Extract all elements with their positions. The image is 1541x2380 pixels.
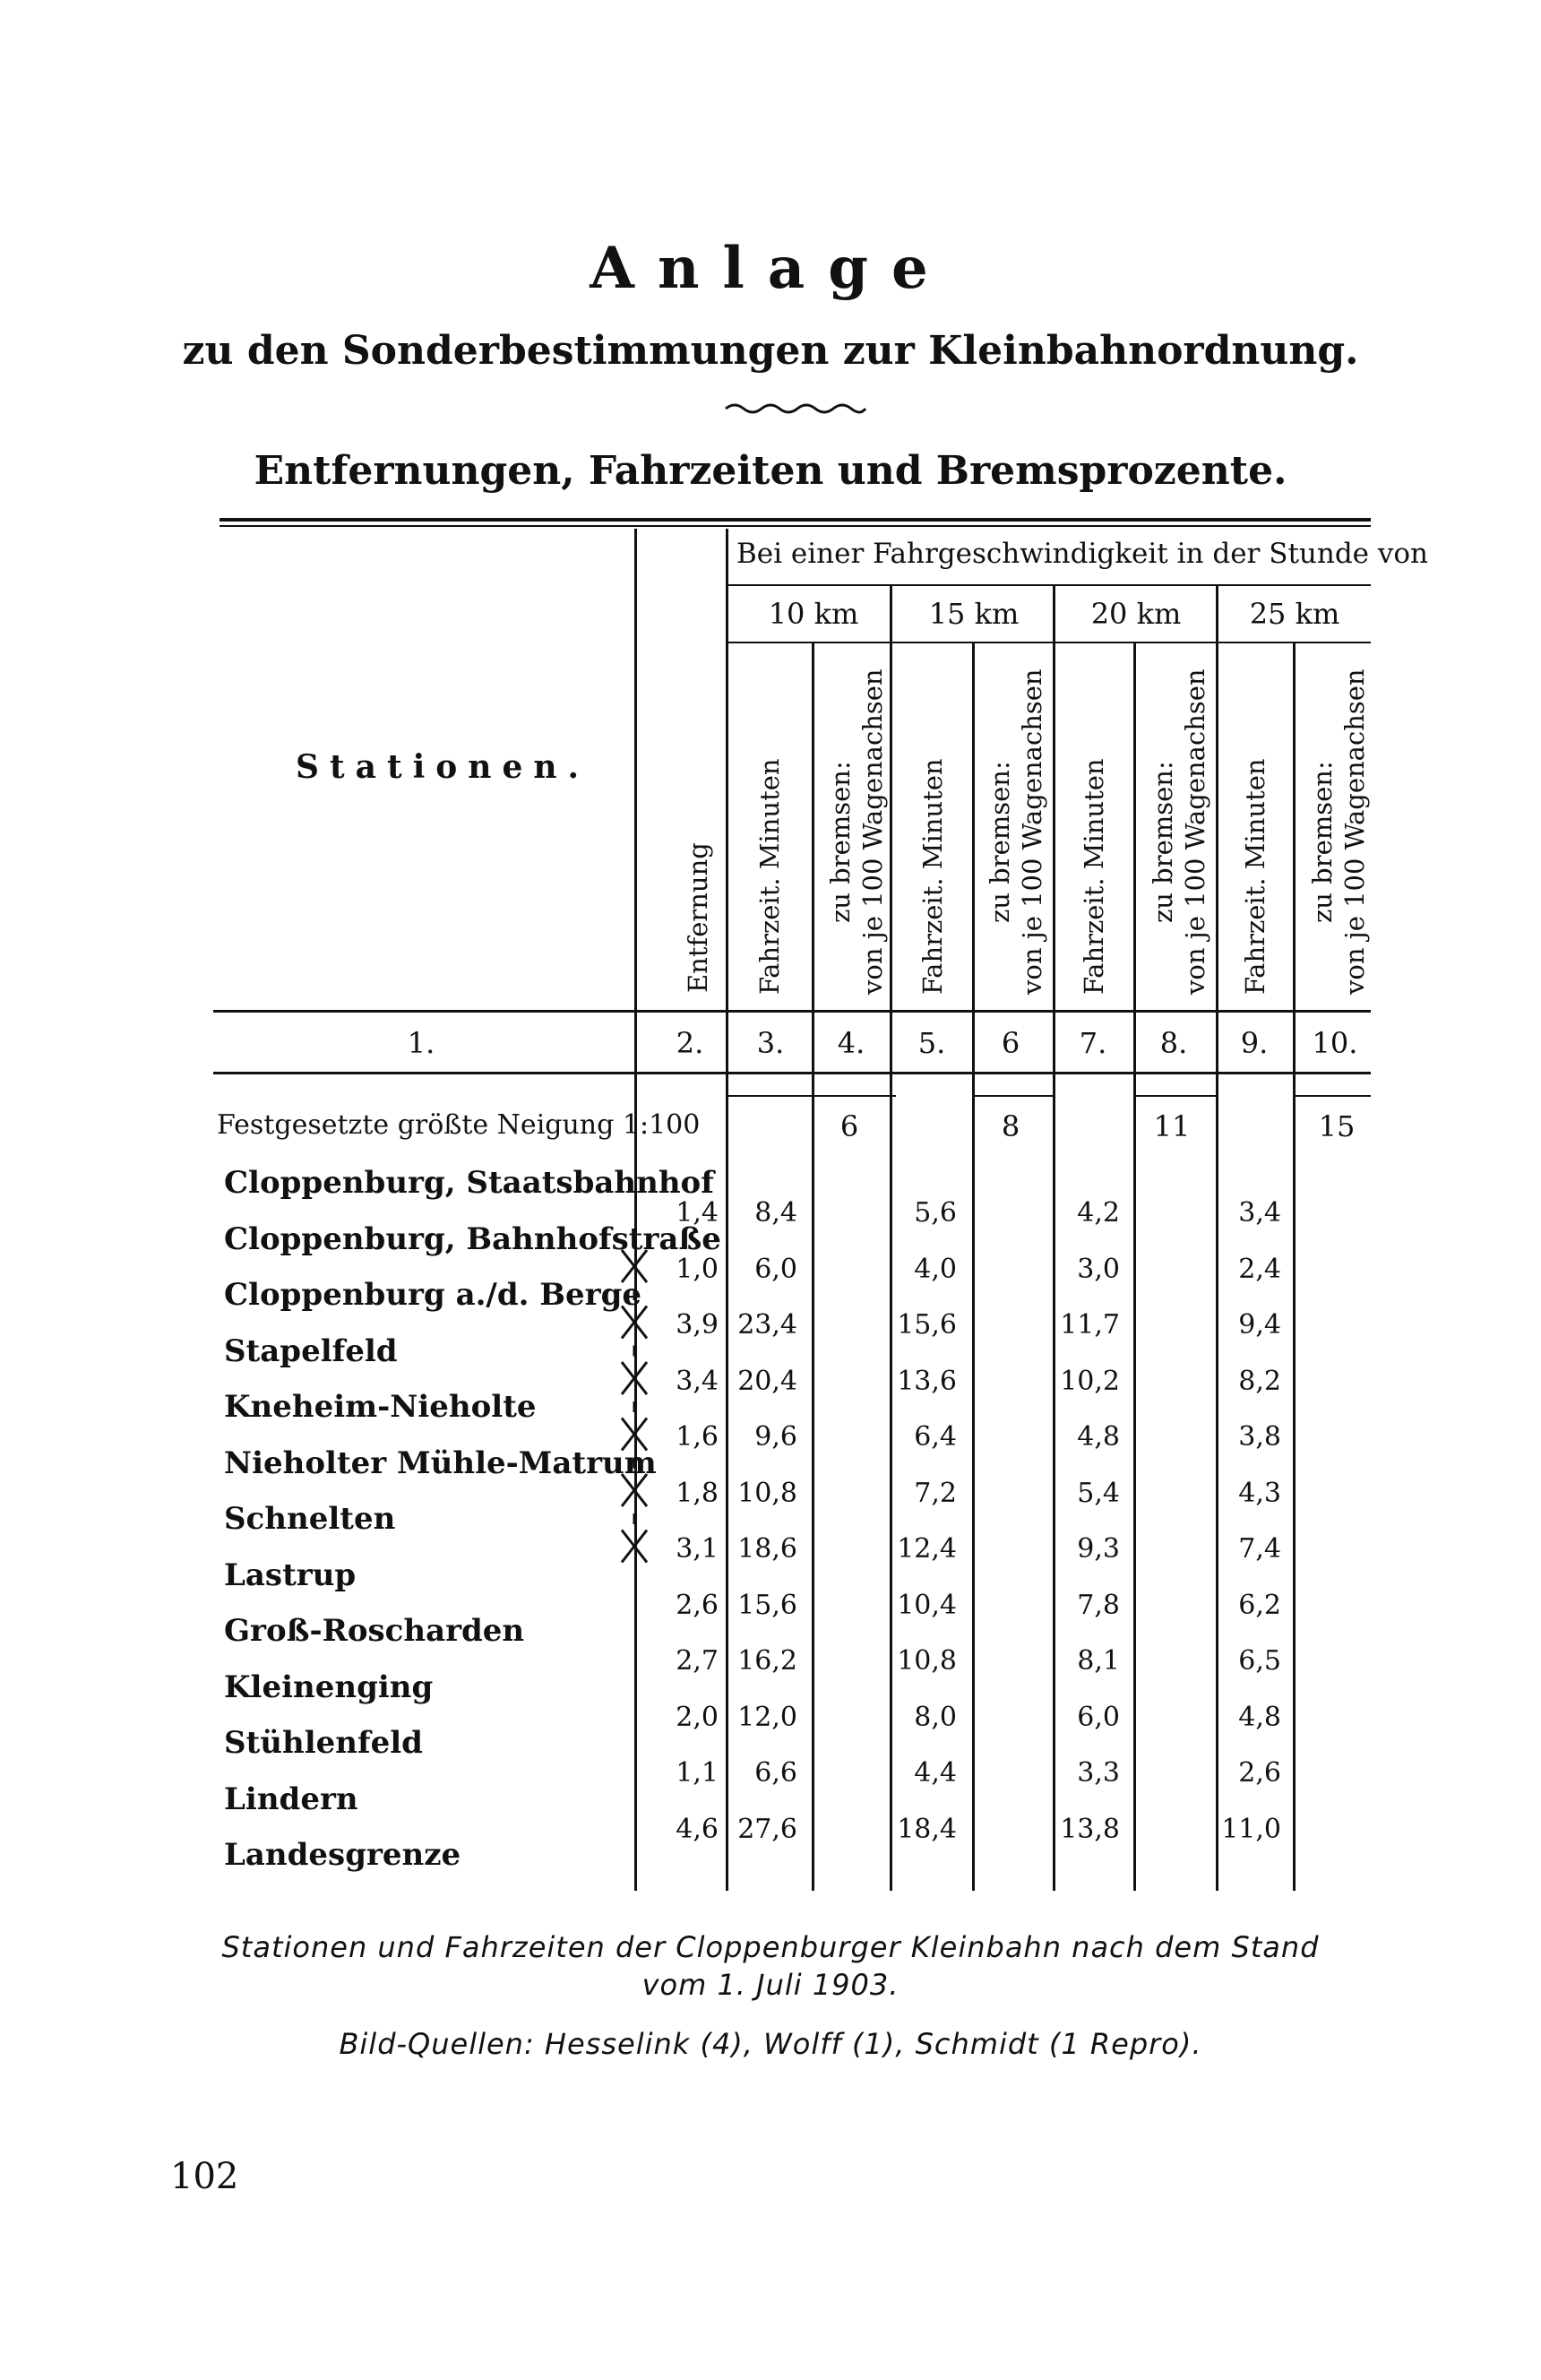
station-name: Groß-Roscharden	[224, 1613, 525, 1649]
brake-value-25: 15	[1318, 1109, 1356, 1143]
value-t15: 8,0	[914, 1701, 957, 1733]
value-dist: 3,4	[676, 1365, 719, 1397]
value-dist: 2,7	[676, 1645, 719, 1677]
value-t10: 10,8	[737, 1477, 797, 1509]
image-sources: Bild-Quellen: Hesselink (4), Wolff (1), Schmidt (1 Repro).	[339, 2027, 1202, 2061]
value-t25: 9,4	[1238, 1309, 1281, 1341]
value-t20: 5,4	[1077, 1477, 1120, 1509]
value-dist: 3,1	[676, 1533, 719, 1565]
brake-header-10-line2: von je 100 Wagenachsen	[857, 668, 888, 995]
vline-stations	[634, 529, 637, 1891]
value-t15: 6,4	[914, 1421, 957, 1453]
speed-header-rule	[727, 584, 1371, 586]
station-name: Nieholter Mühle-Matrum	[224, 1444, 657, 1481]
value-t20: 11,7	[1060, 1309, 1120, 1341]
value-t15: 4,0	[914, 1253, 957, 1285]
value-t10: 6,6	[754, 1757, 797, 1789]
brake-header-20	[1147, 668, 1211, 995]
value-t10: 23,4	[737, 1309, 797, 1341]
value-t15: 13,6	[897, 1365, 957, 1397]
brake-value-20: 11	[1153, 1109, 1191, 1143]
speed-20: 20 km	[1090, 597, 1182, 631]
vline-20-brake	[1133, 643, 1136, 1891]
value-t25: 11,0	[1221, 1813, 1281, 1845]
value-t10: 20,4	[737, 1365, 797, 1397]
brake-header-25	[1306, 668, 1371, 995]
speed-25: 25 km	[1249, 597, 1340, 631]
value-t25: 2,6	[1238, 1757, 1281, 1789]
speed-header: Bei einer Fahrgeschwindigkeit in der Stunde von	[736, 538, 1429, 570]
value-t10: 12,0	[737, 1701, 797, 1733]
station-name: Landesgrenze	[224, 1837, 461, 1873]
colnum-9: 9.	[1240, 1026, 1269, 1060]
brake-header-25-line2: von je 100 Wagenachsen	[1339, 668, 1370, 995]
station-name: Stapelfeld	[224, 1332, 398, 1369]
gradient-row-box-20	[1133, 1095, 1216, 1097]
cross-marker	[622, 1419, 647, 1469]
brake-header-20-line1: zu bremsen:	[1148, 761, 1178, 923]
station-name: Cloppenburg, Bahnhofstraße	[224, 1220, 721, 1257]
value-t25: 6,5	[1238, 1645, 1281, 1677]
station-name: Schnelten	[224, 1501, 396, 1537]
brake-header-15-line2: von je 100 Wagenachsen	[1017, 668, 1047, 995]
value-dist: 2,0	[676, 1701, 719, 1733]
gradient-row-box-15	[972, 1095, 1053, 1097]
colnum-3: 3.	[756, 1026, 785, 1060]
value-dist: 1,8	[676, 1477, 719, 1509]
colnum-2: 2.	[676, 1026, 704, 1060]
value-t10: 6,0	[754, 1253, 797, 1285]
page-subtitle: zu den Sonderbestimmungen zur Kleinbahnordnung.	[182, 328, 1359, 374]
value-t20: 9,3	[1077, 1533, 1120, 1565]
vline-distance	[726, 529, 728, 1891]
value-t20: 6,0	[1077, 1701, 1120, 1733]
value-dist: 1,6	[676, 1421, 719, 1453]
cross-marker	[622, 1362, 647, 1412]
value-dist: 2,6	[676, 1589, 719, 1621]
vline-25-brake	[1293, 643, 1296, 1891]
value-t20: 8,1	[1077, 1645, 1120, 1677]
value-t15: 7,2	[914, 1477, 957, 1509]
caption-line-1: Stationen und Fahrzeiten der Cloppenburger Kleinbahn nach dem Stand	[221, 1930, 1320, 1964]
value-t10: 8,4	[754, 1197, 797, 1229]
time-header-15: Fahrzeit. Minuten	[917, 758, 948, 995]
value-t20: 3,0	[1077, 1253, 1120, 1285]
colnum-7: 7.	[1079, 1026, 1107, 1060]
vline-15-brake	[972, 643, 975, 1891]
colnum-5: 5.	[917, 1026, 946, 1060]
station-name: Lindern	[224, 1781, 358, 1817]
page-number: 102	[170, 2156, 239, 2197]
caption-line-2: vom 1. Juli 1903.	[641, 1968, 900, 2002]
cross-marker	[622, 1474, 647, 1524]
time-header-25: Fahrzeit. Minuten	[1240, 758, 1270, 995]
station-name: Lastrup	[224, 1556, 357, 1593]
value-dist: 4,6	[676, 1813, 719, 1845]
brake-header-10	[824, 668, 889, 995]
page-title: Anlage	[590, 235, 951, 302]
value-t25: 6,2	[1238, 1589, 1281, 1621]
gradient-row-box-25	[1293, 1095, 1371, 1097]
value-t20: 3,3	[1077, 1757, 1120, 1789]
cross-marker	[622, 1531, 647, 1563]
value-t15: 15,6	[897, 1309, 957, 1341]
header-bottom-rule	[213, 1010, 1371, 1013]
cross-marker	[622, 1250, 647, 1300]
colnum-10: 10.	[1312, 1026, 1358, 1060]
value-t20: 13,8	[1060, 1813, 1120, 1845]
time-header-10: Fahrzeit. Minuten	[754, 758, 785, 995]
colnum-8: 8.	[1159, 1026, 1188, 1060]
colnum-4: 4.	[837, 1026, 865, 1060]
station-name: Kleinenging	[224, 1669, 434, 1705]
distance-header: Entfernung	[683, 842, 713, 993]
value-t25: 4,3	[1238, 1477, 1281, 1509]
value-dist: 1,0	[676, 1253, 719, 1285]
speed-10: 10 km	[768, 597, 859, 631]
value-dist: 1,1	[676, 1757, 719, 1789]
time-header-20: Fahrzeit. Minuten	[1079, 758, 1109, 995]
gradient-label: Festgesetzte größte Neigung 1:100	[217, 1109, 701, 1141]
value-t15: 18,4	[897, 1813, 957, 1845]
brake-header-15	[984, 668, 1048, 995]
value-t15: 12,4	[897, 1533, 957, 1565]
value-dist: 1,4	[676, 1197, 719, 1229]
value-dist: 3,9	[676, 1309, 719, 1341]
value-t10: 18,6	[737, 1533, 797, 1565]
value-t15: 4,4	[914, 1757, 957, 1789]
table-top-rule	[220, 518, 1371, 522]
brake-header-20-line2: von je 100 Wagenachsen	[1180, 668, 1210, 995]
stations-header: Stationen.	[296, 748, 590, 786]
brake-value-15: 8	[1001, 1109, 1020, 1143]
value-t10: 16,2	[737, 1645, 797, 1677]
station-name: Cloppenburg a./d. Berge	[224, 1277, 641, 1313]
table-heading: Entfernungen, Fahrzeiten und Bremsprozente.	[254, 448, 1287, 494]
brake-header-25-line1: zu bremsen:	[1307, 761, 1338, 923]
value-t25: 4,8	[1238, 1701, 1281, 1733]
station-name: Stühlenfeld	[224, 1725, 423, 1761]
vline-25	[1216, 586, 1218, 1891]
cross-marker	[622, 1306, 647, 1357]
ornament-squiggle	[724, 400, 867, 418]
brake-value-10: 6	[839, 1109, 859, 1143]
station-name: Kneheim-Nieholte	[224, 1389, 537, 1425]
colnum-6: 6	[1001, 1026, 1020, 1060]
value-t20: 7,8	[1077, 1589, 1120, 1621]
value-t10: 15,6	[737, 1589, 797, 1621]
value-t15: 10,8	[897, 1645, 957, 1677]
value-t10: 27,6	[737, 1813, 797, 1845]
value-t20: 4,2	[1077, 1197, 1120, 1229]
station-name: Cloppenburg, Staatsbahnhof	[224, 1165, 714, 1201]
colnum-1: 1.	[407, 1026, 435, 1060]
value-t25: 3,8	[1238, 1421, 1281, 1453]
value-t20: 4,8	[1077, 1421, 1120, 1453]
value-t25: 8,2	[1238, 1365, 1281, 1397]
value-t25: 3,4	[1238, 1197, 1281, 1229]
value-t25: 7,4	[1238, 1533, 1281, 1565]
speed-values-rule	[727, 642, 1371, 643]
value-t20: 10,2	[1060, 1365, 1120, 1397]
value-t25: 2,4	[1238, 1253, 1281, 1285]
gradient-row-box	[726, 1095, 896, 1097]
vline-20	[1053, 586, 1055, 1891]
station-markers	[609, 1246, 663, 1568]
vline-15	[890, 586, 892, 1891]
table-top-rule-2	[220, 525, 1371, 527]
speed-15: 15 km	[928, 597, 1020, 631]
value-t15: 10,4	[897, 1589, 957, 1621]
vline-10-brake	[812, 643, 814, 1891]
colnum-bottom-rule	[213, 1072, 1371, 1074]
value-t10: 9,6	[754, 1421, 797, 1453]
brake-header-15-line1: zu bremsen:	[985, 761, 1015, 923]
brake-header-10-line1: zu bremsen:	[825, 761, 856, 923]
value-t15: 5,6	[914, 1197, 957, 1229]
